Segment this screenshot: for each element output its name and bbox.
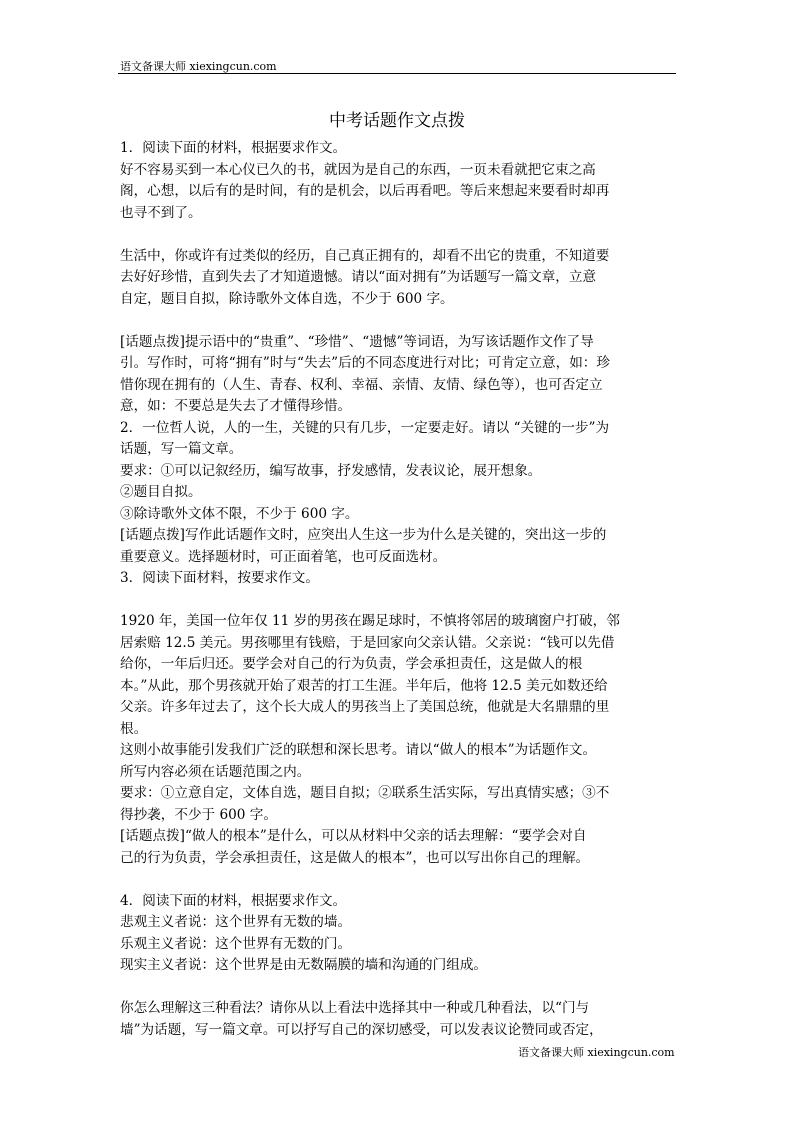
blank-line — [120, 977, 676, 999]
text-line: 4．阅读下面的材料，根据要求作文。 — [120, 892, 347, 909]
text-line: 生活中，你或许有过类似的经历，自己真正拥有的，却看不出它的贵重，不知道要 — [120, 247, 610, 264]
text-line: 己的行为负责，学会承担责任，这是做人的根本”，也可以写出你自己的理解。 — [120, 849, 590, 866]
text-line: 根。 — [120, 720, 148, 737]
blank-line — [120, 310, 676, 332]
text-line: 重要意义。选择题材时，可正面着笔，也可反面选材。 — [120, 548, 447, 565]
text-line: 现实主义者说：这个世界是由无数隔膜的墙和沟通的门组成。 — [120, 957, 488, 973]
text-line: 话题，写一篇文章。 — [120, 441, 243, 457]
text-line: 父亲。许多年过去了，这个长大成人的男孩当上了美国总统，他就是大名鼎鼎的里 — [120, 699, 610, 715]
text-line: 要求：①可以记叙经历，编写故事，抒发感情，发表议论，展开想象。 — [120, 462, 542, 479]
text-line: 阁，心想，以后有的是时间，有的是机会，以后再看吧。等后来想起来要看时却再 — [120, 183, 610, 199]
text-line: 得抄袭，不少于 600 字。 — [120, 806, 277, 823]
text-line: [话题点拨]提示语中的“贵重”、“珍惜”、“遗憾”等词语，为写该话题作文作了导 — [120, 333, 594, 350]
text-line: 居索赔 12.5 美元。男孩哪里有钱赔，于是回家向父亲认错。父亲说：“钱可以先借 — [120, 634, 615, 651]
blank-line — [120, 869, 676, 891]
document-title: 中考话题作文点拨 — [329, 111, 465, 131]
text-line: 墙”为话题，写一篇文章。可以抒写自己的深切感受，可以发表议论赞同或否定， — [120, 1021, 603, 1038]
text-line: 所写内容必须在话题范围之内。 — [120, 763, 311, 780]
text-line: 3．阅读下面材料，按要求作文。 — [120, 570, 319, 586]
text-line: 惜你现在拥有的（人生、青春、权利、幸福、亲情、友情、绿色等），也可否定立 — [120, 376, 603, 393]
text-line: 给你，一年后归还。要学会对自己的行为负责，学会承担责任，这是做人的根 — [120, 656, 583, 672]
text-line: 意，如：不要总是失去了才懂得珍惜。 — [120, 398, 352, 414]
text-line: 要求：①立意自定，文体自选，题目自拟；②联系生活实际，写出真情实感；③不 — [120, 785, 610, 801]
document-body — [120, 138, 676, 1041]
text-line: 也寻不到了。 — [120, 204, 202, 221]
text-line: ②题目自拟。 — [120, 484, 202, 500]
header-divider — [118, 73, 676, 74]
text-line: 这则小故事能引发我们广泛的联想和深长思考。请以“做人的根本”为话题作文。 — [120, 742, 597, 758]
text-line: 你怎么理解这三种看法？请你从以上看法中选择其中一种或几种看法，以“门与 — [120, 1000, 590, 1016]
text-line: 1．阅读下面的材料，根据要求作文。 — [120, 140, 347, 156]
text-line: 本。”从此，那个男孩就开始了艰苦的打工生涯。半年后，他将 12.5 美元如数还给 — [120, 677, 608, 694]
text-line: 好不容易买到一本心仪已久的书，就因为是自己的东西，一页未看就把它束之高 — [120, 161, 596, 178]
page-footer: 语文备课大师 xiexingcun.com — [518, 1046, 675, 1059]
page-header: 语文备课大师 xiexingcun.com — [120, 60, 277, 73]
text-line: ③除诗歌外文体不限，不少于 600 字。 — [120, 505, 359, 522]
text-line: 2．一位哲人说，人的一生，关键的只有几步，一定要走好。请以 “关键的一步”为 — [120, 419, 610, 436]
text-line: 去好好珍惜，直到失去了才知道遗憾。请以“面对拥有”为话题写一篇文章，立意 — [120, 269, 597, 285]
text-line: [话题点拨]写作此话题作文时，应突出人生这一步为什么是关键的，突出这一步的 — [120, 527, 607, 543]
text-line: 1920 年，美国一位年仅 11 岁的男孩在踢足球时，不慎将邻居的玻璃窗户打破，邻 — [120, 613, 620, 629]
text-line: 乐观主义者说：这个世界有无数的门。 — [120, 935, 352, 952]
blank-line — [120, 224, 676, 246]
text-line: 悲观主义者说：这个世界有无数的墙。 — [120, 914, 352, 930]
text-line: 自定，题目自拟，除诗歌外文体自选，不少于 600 字。 — [120, 290, 454, 307]
blank-line — [120, 590, 676, 612]
text-line: 引。写作时，可将“拥有”时与“失去”后的不同态度进行对比；可肯定立意，如：珍 — [120, 355, 610, 371]
text-line: [话题点拨]“做人的根本”是什么，可以从材料中父亲的话去理解：“要学会对自 — [120, 828, 587, 844]
